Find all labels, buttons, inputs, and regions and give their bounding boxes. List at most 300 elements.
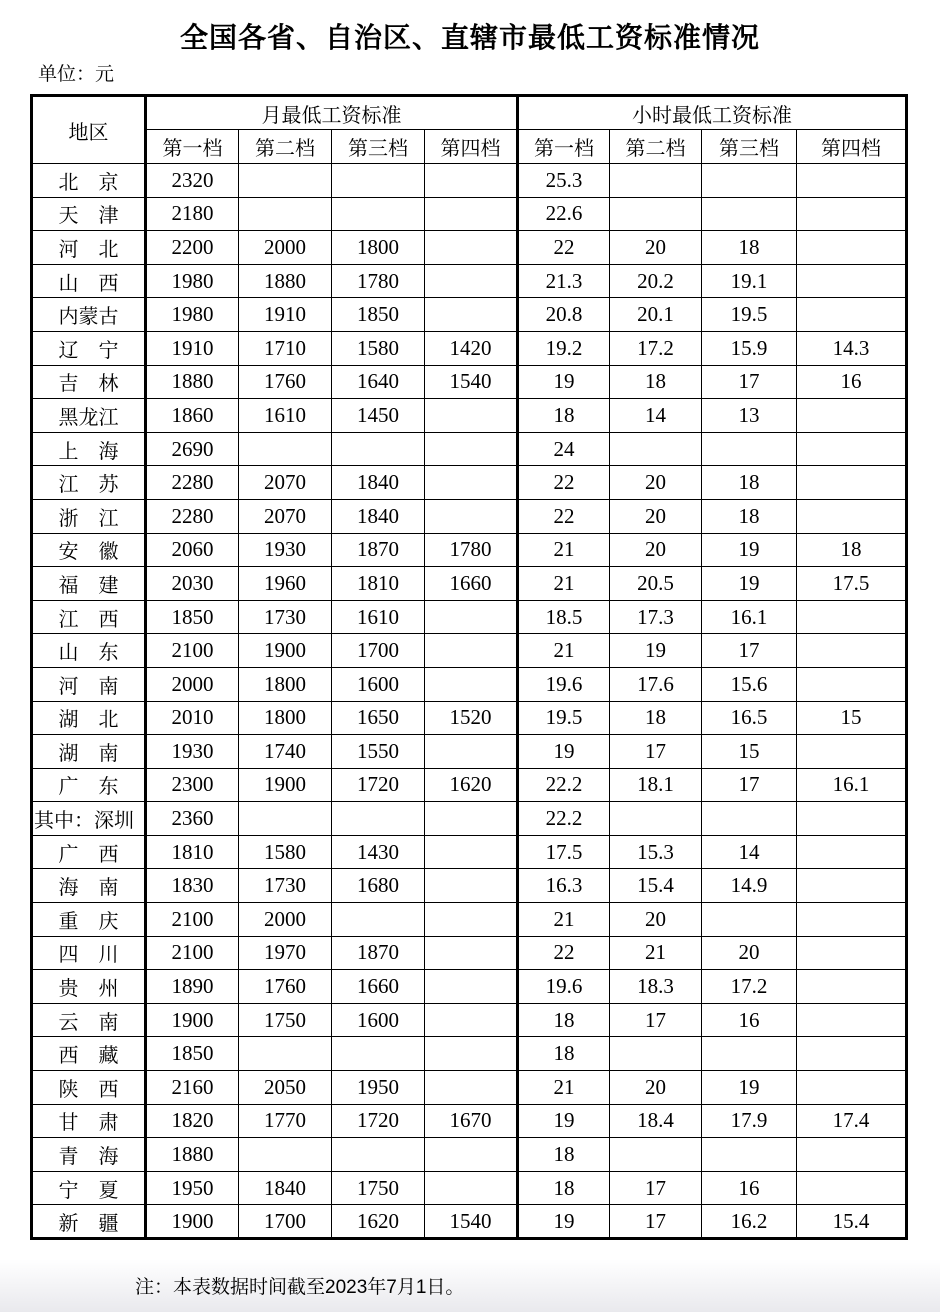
table-row <box>32 667 907 701</box>
hourly-tier-cell <box>797 802 907 836</box>
monthly-tier-cell: 1980 <box>146 298 239 332</box>
hourly-tier-cell <box>797 466 907 500</box>
table-row <box>32 768 907 802</box>
monthly-tier-cell: 1850 <box>332 298 425 332</box>
monthly-tier-cell: 1520 <box>425 701 518 735</box>
monthly-tier-cell <box>425 835 518 869</box>
monthly-tier-cell: 2300 <box>146 768 239 802</box>
monthly-tier-header: 第二档 <box>239 130 332 164</box>
monthly-tier-cell: 1650 <box>332 701 425 735</box>
hourly-tier-cell: 19.6 <box>518 970 610 1004</box>
table-row <box>32 802 907 836</box>
header-row-tiers <box>32 130 907 164</box>
monthly-tier-cell <box>425 667 518 701</box>
hourly-tier-cell: 17.5 <box>518 835 610 869</box>
hourly-tier-cell <box>797 164 907 198</box>
hourly-tier-cell: 17.9 <box>702 1104 797 1138</box>
hourly-tier-cell: 18 <box>610 701 702 735</box>
monthly-tier-cell: 1830 <box>146 869 239 903</box>
hourly-tier-cell: 14.3 <box>797 331 907 365</box>
hourly-tier-cell: 15 <box>797 701 907 735</box>
region-cell: 甘 肃 <box>32 1104 146 1138</box>
monthly-tier-cell: 1540 <box>425 365 518 399</box>
monthly-tier-cell: 1840 <box>332 499 425 533</box>
monthly-tier-cell: 2070 <box>239 466 332 500</box>
table-row <box>32 399 907 433</box>
table-row <box>32 1003 907 1037</box>
monthly-tier-cell: 1850 <box>146 1037 239 1071</box>
monthly-tier-cell: 1700 <box>332 634 425 668</box>
hourly-tier-cell: 22 <box>518 936 610 970</box>
hourly-tier-cell: 18.5 <box>518 600 610 634</box>
region-cell: 云 南 <box>32 1003 146 1037</box>
monthly-tier-cell: 1580 <box>239 835 332 869</box>
monthly-tier-cell: 2000 <box>239 231 332 265</box>
monthly-tier-cell: 2180 <box>146 197 239 231</box>
region-cell: 陕 西 <box>32 1071 146 1105</box>
hourly-tier-cell <box>702 802 797 836</box>
table-row <box>32 466 907 500</box>
table-row <box>32 1037 907 1071</box>
hourly-tier-cell <box>797 399 907 433</box>
hourly-tier-cell <box>702 432 797 466</box>
monthly-tier-header: 第三档 <box>332 130 425 164</box>
hourly-tier-cell <box>797 432 907 466</box>
monthly-tier-cell: 1820 <box>146 1104 239 1138</box>
hourly-tier-cell: 21 <box>518 1071 610 1105</box>
monthly-tier-cell: 1720 <box>332 768 425 802</box>
monthly-tier-cell <box>332 802 425 836</box>
hourly-tier-cell <box>797 903 907 937</box>
hourly-tier-cell: 17.5 <box>797 567 907 601</box>
monthly-tier-cell: 1770 <box>239 1104 332 1138</box>
region-cell: 青 海 <box>32 1138 146 1172</box>
monthly-tier-cell: 2360 <box>146 802 239 836</box>
region-cell: 新 疆 <box>32 1205 146 1239</box>
region-cell: 贵 州 <box>32 970 146 1004</box>
monthly-tier-cell <box>425 264 518 298</box>
hourly-tier-cell: 18 <box>518 1003 610 1037</box>
monthly-tier-cell: 1800 <box>239 667 332 701</box>
table-row <box>32 197 907 231</box>
monthly-tier-cell: 1950 <box>146 1171 239 1205</box>
monthly-tier-cell: 2050 <box>239 1071 332 1105</box>
monthly-tier-cell: 1910 <box>239 298 332 332</box>
monthly-tier-cell <box>239 197 332 231</box>
monthly-tier-cell <box>425 936 518 970</box>
monthly-tier-cell: 1450 <box>332 399 425 433</box>
hourly-tier-cell <box>702 197 797 231</box>
region-cell: 重 庆 <box>32 903 146 937</box>
hourly-tier-cell <box>797 667 907 701</box>
region-header-cell: 地区 <box>32 96 146 164</box>
hourly-tier-cell <box>610 1037 702 1071</box>
table-row <box>32 264 907 298</box>
hourly-tier-cell: 16 <box>702 1171 797 1205</box>
monthly-tier-cell: 1720 <box>332 1104 425 1138</box>
table-row <box>32 1071 907 1105</box>
hourly-tier-cell: 16.3 <box>518 869 610 903</box>
hourly-tier-cell: 21.3 <box>518 264 610 298</box>
region-cell: 吉 林 <box>32 365 146 399</box>
hourly-tier-header: 第一档 <box>518 130 610 164</box>
monthly-tier-cell <box>239 1037 332 1071</box>
hourly-tier-cell: 22.6 <box>518 197 610 231</box>
hourly-tier-cell <box>797 869 907 903</box>
monthly-tier-cell: 1730 <box>239 869 332 903</box>
hourly-tier-cell: 19 <box>518 735 610 769</box>
monthly-tier-cell: 1910 <box>146 331 239 365</box>
region-cell: 宁 夏 <box>32 1171 146 1205</box>
table-row <box>32 164 907 198</box>
monthly-tier-cell: 1550 <box>332 735 425 769</box>
hourly-tier-cell: 18 <box>610 365 702 399</box>
region-cell: 四 川 <box>32 936 146 970</box>
monthly-tier-cell: 2100 <box>146 903 239 937</box>
hourly-tier-cell: 15.4 <box>610 869 702 903</box>
hourly-tier-cell: 20 <box>610 533 702 567</box>
hourly-tier-header: 第三档 <box>702 130 797 164</box>
header-row-groups <box>32 96 907 130</box>
table-row <box>32 600 907 634</box>
hourly-tier-cell: 21 <box>518 634 610 668</box>
monthly-tier-cell <box>425 600 518 634</box>
hourly-tier-cell <box>797 231 907 265</box>
monthly-tier-cell: 1850 <box>146 600 239 634</box>
region-cell: 湖 南 <box>32 735 146 769</box>
table-row <box>32 835 907 869</box>
hourly-tier-cell: 14.9 <box>702 869 797 903</box>
monthly-tier-cell <box>239 432 332 466</box>
monthly-tier-cell: 2200 <box>146 231 239 265</box>
hourly-group-header: 小时最低工资标准 <box>518 96 907 130</box>
region-cell: 海 南 <box>32 869 146 903</box>
hourly-tier-cell: 20 <box>610 499 702 533</box>
hourly-tier-cell: 17.6 <box>610 667 702 701</box>
table-row <box>32 533 907 567</box>
monthly-tier-cell: 1780 <box>332 264 425 298</box>
monthly-tier-cell: 1660 <box>425 567 518 601</box>
table-header <box>32 96 907 164</box>
hourly-tier-cell: 22.2 <box>518 768 610 802</box>
monthly-group-header: 月最低工资标准 <box>146 96 518 130</box>
monthly-tier-cell: 1890 <box>146 970 239 1004</box>
hourly-tier-cell <box>610 802 702 836</box>
region-cell: 其中：深圳 <box>32 802 146 836</box>
hourly-tier-cell: 21 <box>610 936 702 970</box>
region-cell: 天 津 <box>32 197 146 231</box>
monthly-tier-cell <box>425 399 518 433</box>
monthly-tier-cell: 1610 <box>332 600 425 634</box>
monthly-tier-cell: 1930 <box>146 735 239 769</box>
hourly-tier-cell <box>610 432 702 466</box>
region-cell: 江 西 <box>32 600 146 634</box>
region-cell: 西 藏 <box>32 1037 146 1071</box>
hourly-tier-cell: 20 <box>610 903 702 937</box>
hourly-tier-cell <box>610 197 702 231</box>
monthly-tier-cell <box>425 1003 518 1037</box>
table-row <box>32 869 907 903</box>
monthly-tier-cell: 2280 <box>146 466 239 500</box>
monthly-tier-cell: 1900 <box>146 1205 239 1239</box>
monthly-tier-cell: 1930 <box>239 533 332 567</box>
hourly-tier-cell: 22 <box>518 466 610 500</box>
hourly-tier-cell <box>797 499 907 533</box>
hourly-tier-cell: 19 <box>702 567 797 601</box>
hourly-tier-cell <box>797 1138 907 1172</box>
monthly-tier-cell: 1800 <box>239 701 332 735</box>
hourly-tier-cell: 20.1 <box>610 298 702 332</box>
monthly-tier-cell <box>425 903 518 937</box>
hourly-tier-cell <box>797 1071 907 1105</box>
table-row <box>32 1104 907 1138</box>
hourly-tier-cell: 17 <box>702 365 797 399</box>
hourly-tier-cell <box>797 936 907 970</box>
monthly-tier-cell: 2010 <box>146 701 239 735</box>
hourly-tier-cell: 15.9 <box>702 331 797 365</box>
monthly-tier-cell: 1750 <box>332 1171 425 1205</box>
hourly-tier-cell: 17 <box>702 768 797 802</box>
monthly-tier-cell: 1420 <box>425 331 518 365</box>
hourly-tier-cell <box>797 600 907 634</box>
hourly-tier-header: 第四档 <box>797 130 907 164</box>
monthly-tier-cell: 1740 <box>239 735 332 769</box>
monthly-tier-cell: 1540 <box>425 1205 518 1239</box>
hourly-tier-cell: 18.1 <box>610 768 702 802</box>
hourly-tier-cell: 22 <box>518 231 610 265</box>
hourly-tier-cell <box>797 970 907 1004</box>
monthly-tier-cell: 1600 <box>332 1003 425 1037</box>
monthly-tier-cell: 1600 <box>332 667 425 701</box>
table-row <box>32 1138 907 1172</box>
monthly-tier-cell: 1810 <box>332 567 425 601</box>
hourly-tier-cell: 17.2 <box>702 970 797 1004</box>
hourly-tier-cell <box>797 634 907 668</box>
monthly-tier-cell: 1840 <box>332 466 425 500</box>
hourly-tier-cell: 19 <box>702 1071 797 1105</box>
monthly-tier-cell: 1800 <box>332 231 425 265</box>
hourly-tier-cell: 21 <box>518 903 610 937</box>
monthly-tier-cell: 1730 <box>239 600 332 634</box>
page-title: 全国各省、自治区、直辖市最低工资标准情况 <box>179 22 760 53</box>
region-cell: 黑龙江 <box>32 399 146 433</box>
hourly-tier-cell <box>797 835 907 869</box>
hourly-tier-cell: 19.2 <box>518 331 610 365</box>
region-cell: 河 北 <box>32 231 146 265</box>
monthly-tier-cell <box>425 970 518 1004</box>
hourly-tier-cell: 17.4 <box>797 1104 907 1138</box>
hourly-tier-cell: 17 <box>610 1205 702 1239</box>
monthly-tier-cell: 1760 <box>239 970 332 1004</box>
monthly-tier-cell: 1870 <box>332 936 425 970</box>
monthly-tier-cell <box>239 164 332 198</box>
monthly-tier-cell: 1710 <box>239 331 332 365</box>
region-cell: 上 海 <box>32 432 146 466</box>
monthly-tier-cell <box>425 499 518 533</box>
monthly-tier-cell <box>425 802 518 836</box>
region-cell: 福 建 <box>32 567 146 601</box>
table-row <box>32 499 907 533</box>
hourly-tier-cell <box>797 264 907 298</box>
monthly-tier-cell <box>425 1037 518 1071</box>
table-row <box>32 432 907 466</box>
hourly-tier-cell: 21 <box>518 567 610 601</box>
hourly-tier-cell: 18 <box>702 231 797 265</box>
region-cell: 广 西 <box>32 835 146 869</box>
hourly-tier-cell <box>702 903 797 937</box>
monthly-tier-cell: 2070 <box>239 499 332 533</box>
region-cell: 辽 宁 <box>32 331 146 365</box>
hourly-tier-cell: 18 <box>518 1037 610 1071</box>
hourly-tier-cell: 18 <box>518 1138 610 1172</box>
hourly-tier-cell: 18 <box>797 533 907 567</box>
hourly-tier-cell: 16 <box>702 1003 797 1037</box>
monthly-tier-cell: 1980 <box>146 264 239 298</box>
hourly-tier-cell: 18.3 <box>610 970 702 1004</box>
hourly-tier-cell: 16.2 <box>702 1205 797 1239</box>
monthly-tier-cell: 2100 <box>146 634 239 668</box>
monthly-tier-cell <box>425 735 518 769</box>
table-row <box>32 903 907 937</box>
monthly-tier-cell: 1880 <box>146 365 239 399</box>
monthly-tier-cell: 1750 <box>239 1003 332 1037</box>
table-row <box>32 970 907 1004</box>
monthly-tier-cell <box>332 164 425 198</box>
monthly-tier-cell: 1610 <box>239 399 332 433</box>
monthly-tier-cell: 1660 <box>332 970 425 1004</box>
monthly-tier-cell: 1760 <box>239 365 332 399</box>
region-cell: 广 东 <box>32 768 146 802</box>
hourly-tier-cell: 18 <box>518 1171 610 1205</box>
monthly-tier-cell <box>425 164 518 198</box>
hourly-tier-cell <box>797 1171 907 1205</box>
monthly-tier-cell: 1900 <box>239 768 332 802</box>
hourly-tier-cell: 19.6 <box>518 667 610 701</box>
hourly-tier-cell: 20 <box>702 936 797 970</box>
hourly-tier-cell: 19.1 <box>702 264 797 298</box>
hourly-tier-cell: 16.1 <box>702 600 797 634</box>
hourly-tier-cell <box>702 164 797 198</box>
monthly-tier-cell: 1620 <box>425 768 518 802</box>
hourly-tier-cell: 20 <box>610 231 702 265</box>
monthly-tier-cell: 1430 <box>332 835 425 869</box>
monthly-tier-cell <box>425 869 518 903</box>
hourly-tier-cell: 25.3 <box>518 164 610 198</box>
region-cell: 安 徽 <box>32 533 146 567</box>
table-row <box>32 331 907 365</box>
hourly-tier-cell <box>702 1138 797 1172</box>
hourly-tier-cell: 20.2 <box>610 264 702 298</box>
monthly-tier-cell: 1960 <box>239 567 332 601</box>
monthly-tier-cell <box>332 432 425 466</box>
monthly-tier-cell <box>425 1171 518 1205</box>
hourly-tier-cell: 19.5 <box>702 298 797 332</box>
footer-note: 注：本表数据时间截至2023年7月1日。 <box>135 1277 465 1298</box>
hourly-tier-cell: 19 <box>610 634 702 668</box>
hourly-tier-cell: 20.8 <box>518 298 610 332</box>
hourly-tier-cell: 17.2 <box>610 331 702 365</box>
hourly-tier-cell: 20.5 <box>610 567 702 601</box>
monthly-tier-cell: 2030 <box>146 567 239 601</box>
monthly-tier-cell: 1900 <box>239 634 332 668</box>
hourly-tier-cell: 18 <box>702 499 797 533</box>
hourly-tier-cell: 15.3 <box>610 835 702 869</box>
hourly-tier-cell: 18 <box>518 399 610 433</box>
monthly-tier-cell: 1810 <box>146 835 239 869</box>
monthly-tier-cell: 1870 <box>332 533 425 567</box>
monthly-tier-cell <box>332 197 425 231</box>
monthly-tier-cell: 1620 <box>332 1205 425 1239</box>
hourly-tier-cell: 18.4 <box>610 1104 702 1138</box>
hourly-tier-cell: 16.1 <box>797 768 907 802</box>
hourly-tier-cell: 13 <box>702 399 797 433</box>
region-cell: 山 西 <box>32 264 146 298</box>
monthly-tier-cell <box>425 466 518 500</box>
monthly-tier-cell <box>425 197 518 231</box>
hourly-tier-cell: 17 <box>610 1171 702 1205</box>
hourly-tier-cell: 24 <box>518 432 610 466</box>
monthly-tier-header: 第四档 <box>425 130 518 164</box>
monthly-tier-cell <box>239 1138 332 1172</box>
monthly-tier-cell <box>425 298 518 332</box>
monthly-tier-cell <box>425 1138 518 1172</box>
monthly-tier-cell: 1840 <box>239 1171 332 1205</box>
hourly-tier-cell <box>610 164 702 198</box>
hourly-tier-header: 第二档 <box>610 130 702 164</box>
hourly-tier-cell: 22 <box>518 499 610 533</box>
hourly-tier-cell: 20 <box>610 466 702 500</box>
monthly-tier-cell: 1900 <box>146 1003 239 1037</box>
hourly-tier-cell: 21 <box>518 533 610 567</box>
hourly-tier-cell: 15.4 <box>797 1205 907 1239</box>
unit-label: 单位：元 <box>38 64 115 85</box>
monthly-tier-cell: 2320 <box>146 164 239 198</box>
hourly-tier-cell: 15.6 <box>702 667 797 701</box>
hourly-tier-cell: 17 <box>610 1003 702 1037</box>
monthly-tier-cell: 1640 <box>332 365 425 399</box>
monthly-tier-cell <box>425 231 518 265</box>
hourly-tier-cell: 16.5 <box>702 701 797 735</box>
hourly-tier-cell: 16 <box>797 365 907 399</box>
monthly-tier-cell: 1880 <box>239 264 332 298</box>
table-row <box>32 1171 907 1205</box>
wage-table <box>30 94 908 1240</box>
region-cell: 浙 江 <box>32 499 146 533</box>
monthly-tier-cell: 1680 <box>332 869 425 903</box>
hourly-tier-cell <box>797 1037 907 1071</box>
hourly-tier-cell: 17 <box>610 735 702 769</box>
monthly-tier-cell: 1860 <box>146 399 239 433</box>
hourly-tier-cell <box>797 197 907 231</box>
monthly-tier-cell: 2000 <box>146 667 239 701</box>
hourly-tier-cell: 22.2 <box>518 802 610 836</box>
monthly-tier-cell: 1970 <box>239 936 332 970</box>
monthly-tier-cell <box>425 1071 518 1105</box>
hourly-tier-cell <box>610 1138 702 1172</box>
table-row <box>32 634 907 668</box>
hourly-tier-cell: 19 <box>702 533 797 567</box>
table-row <box>32 298 907 332</box>
hourly-tier-cell <box>797 298 907 332</box>
monthly-tier-cell: 1880 <box>146 1138 239 1172</box>
monthly-tier-cell: 1670 <box>425 1104 518 1138</box>
monthly-tier-cell <box>425 634 518 668</box>
table-row <box>32 365 907 399</box>
monthly-tier-cell: 1700 <box>239 1205 332 1239</box>
monthly-tier-cell: 2690 <box>146 432 239 466</box>
region-cell: 北 京 <box>32 164 146 198</box>
table-row <box>32 231 907 265</box>
